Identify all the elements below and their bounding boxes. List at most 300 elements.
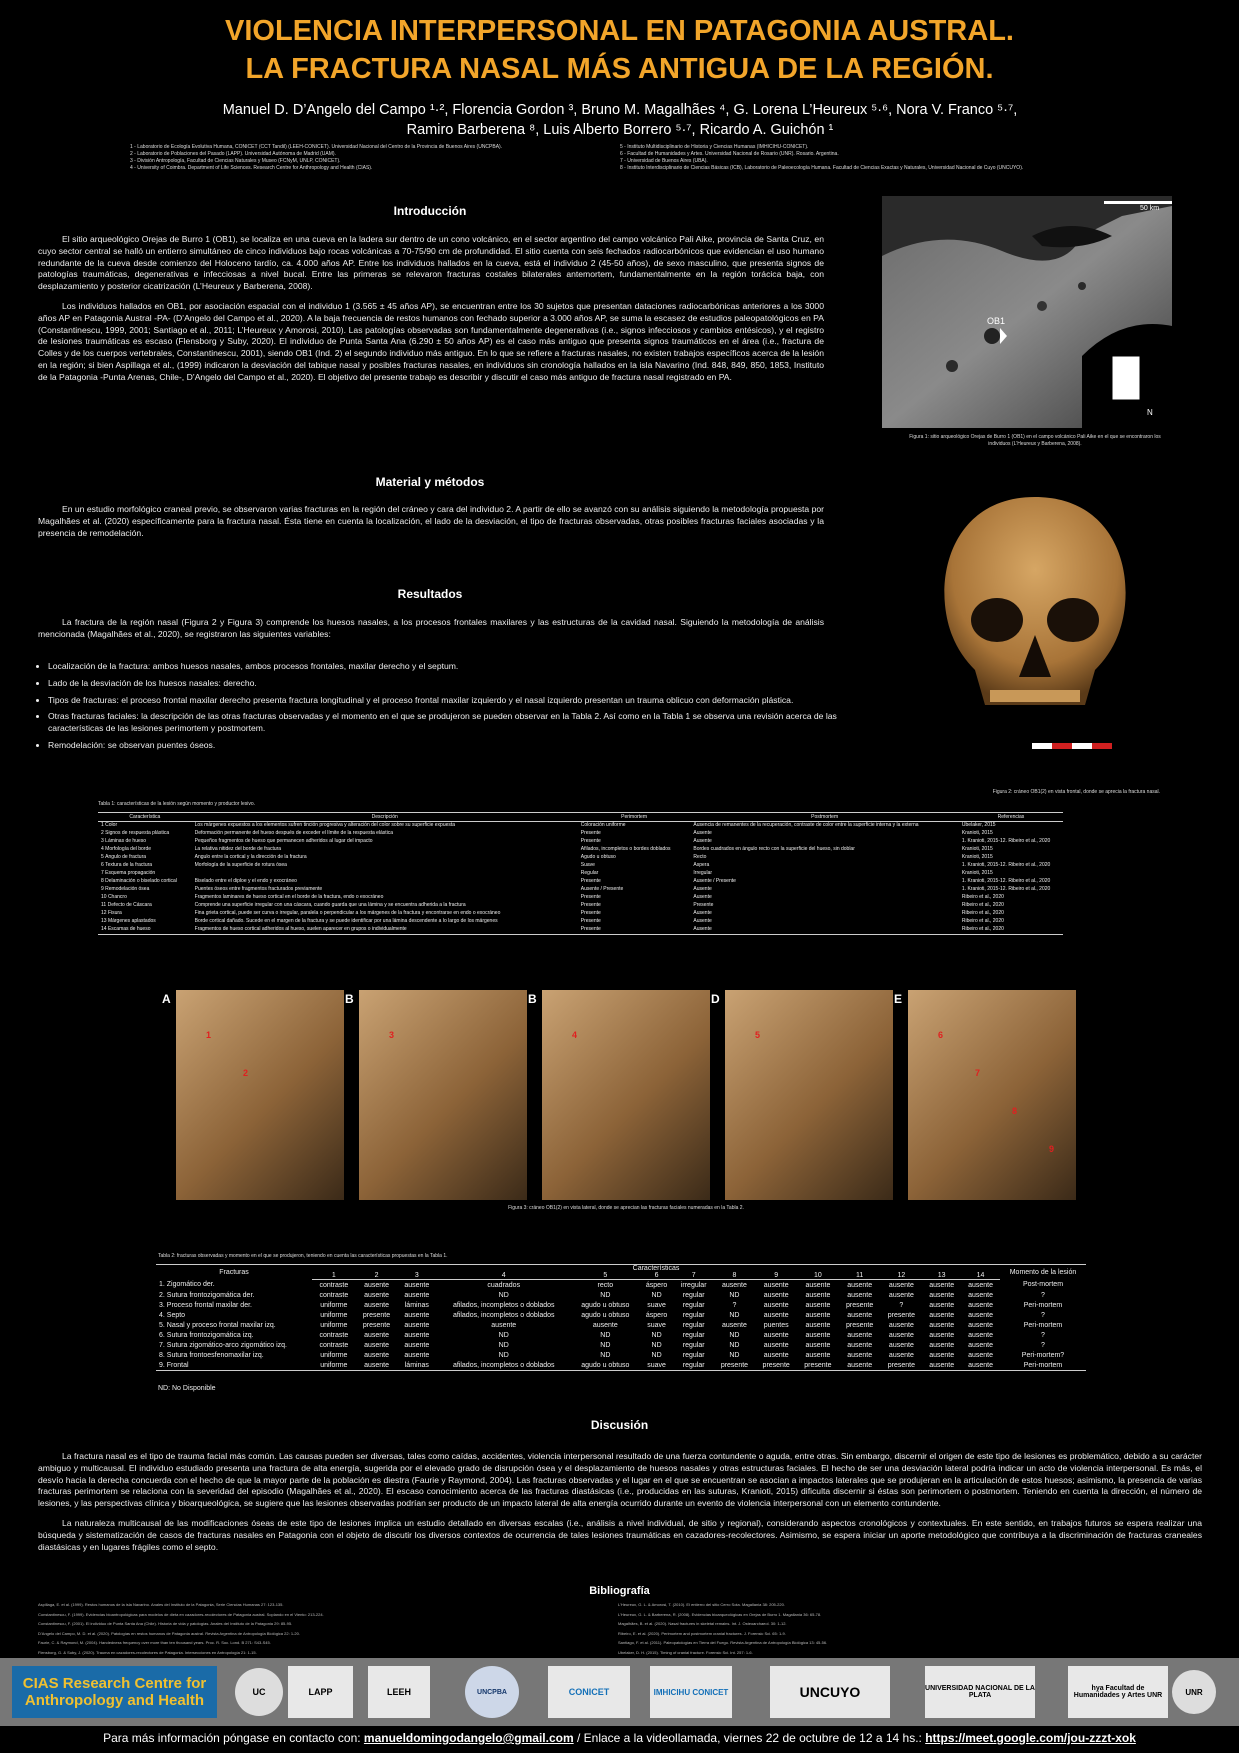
table-cell: ausente [968,1341,993,1349]
figure-2-caption: Figura 2: cráneo OB1(2) en vista frontal, donde se aprecia la fractura nasal. [992,789,1160,795]
fracture-number: 1 [206,1030,212,1040]
table-cell: Afilados, incompletos o bordes doblados [580,846,671,852]
table-cell: ausente [364,1331,389,1339]
table-cell: ausente [805,1291,831,1299]
table-cell: ausente [847,1311,873,1319]
table-cell: ND [651,1331,662,1339]
table-cell: Ausencia de remanentes de la recuperación, contraste de color entre la superficie interna y la externa [693,822,919,828]
table-cell: ND [729,1341,740,1349]
table-cell: ND [498,1331,509,1339]
table-cell: 3 Láminas de hueso [101,838,147,844]
discussion-paragraph-1: La fractura nasal es el tipo de trauma facial más común. Las causas pueden ser diversas, tales como caídas, accidentes, violencia interpersonal resultado de una fuerza contundente o aguda, entre otras. Sin embargo, discernir el origen de este tipo de lesiones es problemático, debido a su carácter ambiguo y multicausal. El individuo estudiado presenta una fractura de alta energía, sugerida por el elevado grado de disrupción ósea y el desplazamiento de huesos nasales y otras estructuras faciales. El hecho de ser una desviación lateral podría indicar un acto de violencia interpersonal. Es más, el desvío hacia la derecha concuerda con el hecho de que la mayor parte de la población es diestra (Faurie y Raymond, 2004). Las fracturas observadas y el lugar en el que se encuentran se asocian a impactos laterales que se produjeran en la articulación de estos huesos; asimismo, la presencia de varias fracturas perimortem se relaciona con la severidad del episodio (Magalhães et al., 2020). El escaso conocimiento acerca de las fracturas diastásicas (i.e., producidas en las suturas, Kranioti, 2015) dificulta discernir si éstas son perimortem o postmortem. Teniendo en cuenta la dirección, el número de lesiones, y las perspectivas clínica y bioarqueológica, se sugiere que las lesiones observadas podrían ser producto de un impacto lateral de alta energía ocurrido durante un evento de violencia interpersonal con un elemento contundente. [38,1451,1202,1509]
table-cell: ausente [404,1311,430,1319]
column-header: Característica [98,813,192,822]
column-number: 6 [639,1272,673,1280]
bibliography-entry: D’Angelo del Campo, M. D. et al. (2020). Patologías en restos humanos de Patagonia austral. Revista Argentina de Antropología Biológica 22: 1-20. [38,1630,300,1636]
table-cell: láminas [397,1360,436,1371]
bibliography-entry: Santiago, F. et al. (2011). Paleopatologías en Tierra del Fuego. Revista Argentina de Antropología Biológica 13: 45-56. [618,1640,828,1645]
map-scale-label: 50 km [1140,205,1160,212]
table-row [156,1300,1086,1310]
table-cell: ausente [888,1281,914,1289]
bibliography-heading: Bibliografía [589,1585,650,1597]
table-cell: ND [498,1291,509,1299]
table-cell: contraste [319,1291,349,1299]
logo-band [0,1658,1239,1726]
table-cell: Ausente [693,910,712,916]
table-cell: Ubelaker, 2015 [961,822,996,828]
table-cell: agudo u obtuso [571,1360,639,1371]
unr-logo: UNR [1172,1670,1216,1714]
table-cell: Peri-mortem [1023,1301,1063,1309]
affiliation-4: 4 - University of Coimbra. Department of Life Sciences. Research Centre for Anthropology and Health (CIAS). [130,165,373,171]
table-cell: ausente [888,1341,914,1349]
table-cell: ND [729,1291,740,1299]
table-1-caption: Tabla 1: características de la lesión según momento y productor lesivo. [98,801,256,807]
table-cell: Borde cortical dañado. Sucede en el margen de la fractura y se puede identificar por una lámina descendente a lo largo de los márgenes [194,918,498,924]
table-cell: ausente [968,1291,993,1299]
table-cell: Kranioti, 2015 [961,870,993,876]
column-number: 7 [674,1272,714,1280]
table-cell: Presente [580,878,601,884]
table-cell: ausente [968,1321,993,1329]
column-header: Descripción [192,813,578,822]
table-1 [98,812,1063,935]
bibliography-entry: Flensborg, G. & Suby, J. (2020). Trauma en cazadores-recolectores de Patagonia. Intersecciones en Antropología 21: 1-15. [38,1649,257,1655]
table-cell: ausente [929,1311,955,1319]
table-cell: ausente [805,1321,831,1329]
column-header: Postmortem [690,813,959,822]
table-cell: ausente [404,1291,430,1299]
table-cell: Ángulo entre la cortical y la dirección de la fractura [194,854,307,860]
table-cell: ausente [961,1360,1000,1371]
table-cell: Presente [580,894,601,900]
table-cell: ausente [805,1281,831,1289]
contact-middle: / Enlace a la videollamada, viernes 22 de octubre de 12 a 14 hs.: [576,1731,922,1745]
table-cell: 7 Esquema propagación [101,870,156,876]
table-row [156,1330,1086,1340]
table-cell: uniforme [320,1301,348,1309]
table-cell: ausente [763,1281,789,1289]
panel-letter: B [528,992,537,1006]
table-cell: ausente [839,1360,881,1371]
list-item: • Remodelación: se observan puentes óseos. [48,740,838,752]
column-number: 10 [797,1272,839,1280]
table-row [156,1350,1086,1360]
table-row [98,822,1063,831]
figure-1-caption: Figura 1: sitio arqueológico Orejas de Burro 1 (OB1) en el campo volcánico Pali Aike en el que se encontraron los individuos (L’Heureux y Barberena, 2008). [909,434,1161,447]
table-cell: 7. Sutura zigomático-arco zigomático izq. [159,1341,287,1349]
table-cell: regular [682,1291,705,1299]
discussion-text [38,1451,1202,1561]
table-cell: Áspera [693,862,710,868]
table-cell: ausente [364,1301,389,1309]
table-cell: Presente [578,926,691,935]
bibliography-entry: Aspillaga, E. et al. (1999). Restos humanos de la isla Navarino. Anales del Instituto de la Patagonia, Serie Ciencias Humanas 27: 123-135. [38,1602,284,1607]
contact-line [0,1731,1239,1745]
table-cell: suave [647,1301,666,1309]
table-cell: regular [682,1351,705,1359]
table-row [98,902,1063,910]
table-cell: presente [797,1360,839,1371]
table-cell: ausente [763,1351,789,1359]
conicet-logo: CONICET [548,1666,630,1718]
table-cell: 2. Sutura frontozigomática der. [159,1291,255,1299]
table-cell: ausente [805,1341,831,1349]
table-row [156,1320,1086,1330]
table-row [156,1280,1086,1291]
table-cell: ausente [404,1351,430,1359]
fracture-photo [359,990,527,1200]
table-cell: Irregular [693,870,713,876]
table-cell: Bordes cuadrados en ángulo recto con la superficie del hueso, sin doblar [693,846,855,852]
table-2-caption: Tabla 2: fracturas observadas y momento en el que se produjeron, teniendo en cuenta las características propuestas en la Tabla 1. [158,1253,448,1259]
table-cell: ausente [805,1301,831,1309]
list-item: • Otras fracturas faciales: la descripción de las otras fracturas observadas y el momento en el que se produjeron se pueden observar en la Tabla 2. Así como en la Tabla 1 se observa una revisión acerca de las características de las lesiones perimortem y postmortem. [48,711,838,735]
table-cell: 13 Márgenes aplastados [101,918,156,924]
table-cell: La relativa nitidez del borde de fractura [194,846,282,852]
leeh-logo: LEEH [368,1666,430,1718]
intro-paragraph-2: Los individuos hallados en OB1, por asociación espacial con el individuo 1 (3.565 ± 45 años AP), se encuentran entre los 30 sujetos que presentan dataciones radiocarbónicas anteriores a los 3000 años AP en Patagonia Austral -PA- (D’Angelo del Campo et al., 2020). A la baja frecuencia de restos humanos con fechado superior a 3.000 años AP, se suma la escasez de estudios paleopatológicos en PA (Constantinescu, 1999, 2001; Santiago et al., 2011; L’Heureux y Amorosi, 2010). Las patologías observadas son fundamentalmente degenerativas (i.e., signos infecciosos y cambios entésicos), y el registro de lesiones traumáticas es escaso (Flensborg y Suby, 2020). El individuo de Punta Santa Ana (6.290 ± 50 años AP) es el caso más antiguo que presenta signos traumáticos en el área (i.e., fractura de Colles y de los cuerpos vertebrales, Constantinescu, 2001), siendo OB1 (Ind. 2) el segundo individuo más antiguo. En lo que se refiere a fracturas nasales, no existen trabajos específicos acerca de la lesión en la región; si bien Aspillaga et al., (1999) indicaron la desviación del tabique nasal y posibles fracturas nasales, en individuos sin cronología hallados en la isla Navarino (Ind. 848, 849, 850, 1853, Instituto de la Patagonia -Punta Arenas, Chile-, D’Angelo del Campo et al., 2020). El objetivo del presente trabajo es describir y discutir el caso más antiguo de fractura nasal registrado en PA. [38,300,824,382]
results-variable-list [34,661,838,757]
table-cell: uniforme [320,1311,348,1319]
table-cell: Fina grieta cortical, puede ser curva o irregular, paralela o perpendicular a los márgenes de la fractura y encontrarse en endo o exocráneo [194,910,501,916]
discussion-heading: Discusión [590,1418,649,1432]
intro-heading: Introducción [393,204,467,218]
column-number: 8 [714,1272,756,1280]
authors-line-1: Manuel D. D’Angelo del Campo ¹·², Florencia Gordon ³, Bruno M. Magalhães ⁴, G. Lorena L’Heureux ⁵·⁶, Nora V. Franco ⁵·⁷, [222,102,1018,118]
table-row [98,910,1063,918]
table-row [98,830,1063,838]
affiliation-7: 7 - Universidad de Buenos Aires (UBA). [620,158,708,164]
table-row [98,926,1063,935]
table-cell: agudo u obtuso [581,1311,630,1319]
intro-paragraph-1: El sitio arqueológico Orejas de Burro 1 (OB1), se localiza en una cueva en la ladera sur dentro de un cono volcánico, en el sector argentino del campo volcánico Pali Aike, provincia de Santa Cruz, en cuyo sector central se halló un entierro simultáneo de cinco individuos bajo rocas volcánicas a 70-75/90 cm de profundidad. El sitio cuenta con seis fechados radiocarbónicos que evidencian el uso humano redundante de la cueva desde comienzo del Holoceno tardío, ca. 4.000 años AP. Entre los individuos hallados en la cueva, está el individuo 2 (45-50 años), de sexo masculino, que presenta signos de patologías traumáticas, degenerativas e infecciosas a nivel bucal. Entre las primeras se relevaron fracturas costales bilaterales antemortem, fundamentalmente en la región torácica baja, con desplazamiento y posterior cicatrización (L’Heureux y Barberena, 2008). [38,234,824,292]
skull-image [935,495,1135,720]
table-cell: ausente [404,1331,430,1339]
table-cell: ausente [356,1360,398,1371]
table-cell: 4. Septo [159,1311,186,1319]
fracture-number: 4 [572,1030,578,1040]
list-item: • Lado de la desviación de los huesos nasales: derecho. [48,678,838,690]
fracture-number: 7 [975,1068,981,1078]
table-cell: 8 Delaminación o biselado cortical [101,878,177,884]
table-cell: ausente [763,1311,789,1319]
table-cell: Ausente / Presente [580,886,624,892]
table-cell: 4 Morfología del borde [101,846,152,852]
table-cell: ND [498,1341,509,1349]
table-cell: Presente [580,838,601,844]
table-cell: ausente [404,1321,430,1329]
table-cell: Ausente [693,918,712,924]
affiliation-3: 3 - División Antropología, Facultad de Ciencias Naturales y Museo (FCNyM, UNLP, CONICET). [130,158,341,164]
table-cell: suave [647,1321,666,1329]
column-header: Referencias [959,813,1063,822]
intro-text [38,234,824,392]
table-cell: Presente [580,830,601,836]
table-cell: ausente [847,1331,873,1339]
column-header: Perimortem [578,813,691,822]
imhicihu-logo: IMHICIHU CONICET [650,1666,732,1718]
column-number: 12 [881,1272,923,1280]
table-header-row [98,813,1063,822]
bibliography-entry: Faurie, C. & Raymond, M. (2004). Handedness frequency over more than ten thousand years. Proc. R. Soc. Lond. B 271: S43-S45. [38,1640,271,1645]
cias-logo: CIAS Research Centre for Anthropology and Health [12,1666,217,1718]
table-cell: Presente [580,902,601,908]
table-cell: ausente [805,1351,831,1359]
table-cell: ausente [968,1311,993,1319]
fracture-photo [176,990,344,1200]
table-cell: agudo u obtuso [581,1301,630,1309]
discussion-paragraph-2: La naturaleza multicausal de las modificaciones óseas de este tipo de lesiones implica un estudio detallado en diversas escalas (i.e., análisis a nivel individual, de sitio y regional), considerando aspectos cronológicos y contextuales. En este sentido, en trabajos futuros se espera realizar una búsqueda y sistematización de casos de fracturas nasales en Patagonia con el objeto de discutir los diversos contextos de ocurrencia de tales lesiones traumáticas en cazadores-recolectores. Asimismo, se espera iniciar un aporte metodológico que contribuya a la discriminación de fracturas craneales diastásicas y en lugares frágiles como el septo. [38,1517,1202,1552]
contact-prefix: Para más información póngase en contacto con: [103,1731,361,1745]
table-cell: ausente [721,1281,747,1289]
site-map [882,196,1172,428]
table-cell: Deformación permanente del hueso después de exceder el límite de la respuesta elástica [194,830,394,836]
table-cell: ND [651,1351,662,1359]
table-cell: ND [600,1331,611,1339]
uncpba-logo: UNCPBA [465,1666,519,1718]
column-number: 5 [571,1272,639,1280]
table-cell: Ribeiro et al., 2020 [961,902,1004,908]
fracture-photo [908,990,1076,1200]
table-cell: 1. Kranioti, 2015-12. Ribeiro et al., 2020 [961,878,1051,884]
table-cell: uniforme [320,1351,348,1359]
table-cell: presente [881,1360,923,1371]
table-row [98,878,1063,886]
bibliography-entry: Constantinescu, F. (1999). Evidencias bioantropológicas para modelos de dieta en cazadores-recolectores de Patagonia austral. Soplando en el Viento: 213-224. [38,1611,324,1617]
table-cell: Ribeiro et al., 2020 [961,894,1004,900]
uncuyo-logo: UNCUYO [770,1666,890,1718]
table-cell: ausente [929,1281,955,1289]
column-group-header: Características [312,1265,1000,1273]
table-cell: ND [729,1351,740,1359]
table-cell: ? [1041,1331,1045,1339]
table-cell: presente [362,1321,391,1329]
bibliography-right [618,1600,1178,1657]
table-cell: ausente [404,1341,430,1349]
fracture-number: 8 [1012,1106,1018,1116]
table-cell: suave [639,1360,673,1371]
authors-line-2: Ramiro Barberena ⁸, Luis Alberto Borrero ⁵·⁷, Ricardo A. Guichón ¹ [406,122,834,138]
table-cell: ausente [721,1321,747,1329]
table-row [98,846,1063,854]
table-cell: regular [682,1341,705,1349]
table-row [98,894,1063,902]
table-cell: ND [729,1331,740,1339]
satellite-map-image [882,196,1172,428]
table-cell: Los márgenes expuestos a los elementos sufren tinción progresiva y alteración del color sobre su superficie expuesta [194,822,456,828]
table-cell: recto [597,1281,614,1289]
skull-frontal-photo [935,495,1135,720]
table-cell: ausente [364,1281,389,1289]
table-cell: Ausente / Presente [693,878,736,884]
table-cell: 10 Chancro [101,894,127,900]
panel-letter: D [711,992,720,1006]
table-cell: ? [1041,1341,1045,1349]
table-row [98,854,1063,862]
table-cell: Fragmentos de hueso cortical adheridos al hueso, suelen aparecer en grupos o individualmente [192,926,578,935]
table-cell: contraste [319,1341,349,1349]
table-cell: 5. Nasal y proceso frontal maxilar izq. [159,1321,276,1329]
table-cell: ausente [922,1360,961,1371]
table-cell: áspero [645,1281,668,1289]
table-cell: ? [899,1301,904,1309]
affiliation-2: 2 - Laboratorio de Poblaciones del Pasado (LAPP). Universidad Autónoma de Madrid (UAM). [130,151,336,157]
fracture-photo [725,990,893,1200]
affiliation-5: 5 - Instituto Multidisciplinario de Historia y Ciencias Humanas (IMHICIHU-CONICET). [620,144,809,150]
table-row [156,1290,1086,1300]
table-cell: 12 Fisura [101,910,122,916]
table-cell: Ribeiro et al., 2020 [961,918,1004,924]
table-cell: presente [755,1360,797,1371]
contact-email-link[interactable]: manueldomingodangelo@gmail.com [363,1731,574,1745]
table-cell: ausente [847,1341,873,1349]
table-cell: ausente [929,1301,955,1309]
methods-paragraph-1: En un estudio morfológico craneal previo, se observaron varias fracturas en la región del cráneo y cara del individuo 2. A partir de ello se avanzó con su análisis siguiendo la metodología propuesta por Magalhães et al. (2020) específicamente para la fractura nasal. Ésta tiene en cuenta la localización, el lado de la desviación, el tipo de fracturas observadas, otras posibles fracturas faciales asociadas y la presencia de remodelación. [38,504,824,538]
table-cell: Morfología de la superficie de rotura ósea [194,862,287,868]
table-cell: ausente [592,1321,618,1329]
table-cell: Regular [580,870,599,876]
table-row [156,1310,1086,1320]
hya-logo: hya Facultad de Humanidades y Artes UNR [1068,1666,1168,1718]
table-cell: irregular [680,1281,707,1289]
methods-text [38,504,824,547]
column-number: 9 [755,1272,797,1280]
table-cell: ausente [968,1301,993,1309]
table-cell: ausente [763,1331,789,1339]
table-cell: ausente [929,1321,955,1329]
table-cell: afilados, incompletos o doblados [452,1301,555,1309]
table-cell: ausente [968,1331,993,1339]
table-cell: 6 Textura de la fractura [101,862,153,868]
skull-scale-bar [1032,743,1112,749]
table-cell: cuadrados [487,1281,521,1289]
table-row [98,838,1063,846]
list-item: • Tipos de fracturas: el proceso frontal maxilar derecho presenta fractura longitudinal y el proceso frontal maxilar izquierdo y el nasal izquierdo presentan un trauma oblicuo con deformación plástica. [48,695,838,707]
table-cell: ausente [968,1351,993,1359]
table-row [98,886,1063,894]
title-line-1: VIOLENCIA INTERPERSONAL EN PATAGONIA AUSTRAL. [225,15,1014,47]
table-cell: 14 Escamas de hueso [98,926,192,935]
table-cell: ausente [364,1341,389,1349]
column-number: 1 [312,1272,356,1280]
table-cell: uniforme [320,1321,348,1329]
table-cell: Ausente [693,830,712,836]
meet-link[interactable]: https://meet.google.com/jou-zzzt-xok [925,1731,1136,1745]
table-cell: ND [600,1341,611,1349]
table-cell: ND [729,1311,740,1319]
table-cell: áspero [645,1311,668,1319]
table-cell: Presente [580,918,601,924]
column-header: Fracturas [156,1265,312,1280]
table-cell: 1. Kranioti, 2015-12. Ribeiro et al., 2020 [961,886,1051,892]
table-cell: Ausente [693,894,712,900]
table-cell: ausente [847,1291,873,1299]
table-cell: Puentes óseos entre fragmentos fracturados previamente [194,886,323,892]
authors [80,100,1160,140]
table-cell: 1. Kranioti, 2015-12. Ribeiro et al., 2020 [961,838,1051,844]
table-cell: Presente [693,902,714,908]
bibliography-entry: Magalhães, B. et al. (2020). Nasal fractures in skeletal remains. Int. J. Osteoarchaeol. 30: 1-12. [618,1621,787,1626]
table-cell: presente [362,1311,391,1319]
table-cell: 1. Zigomático der. [159,1281,215,1289]
table-cell: ausente [763,1341,789,1349]
uc-logo: UC [235,1668,283,1716]
table-header-row [156,1265,1086,1273]
table-cell: ausente [929,1351,955,1359]
column-number: 2 [356,1272,398,1280]
column-number: 4 [436,1272,571,1280]
table-cell: ND [498,1351,509,1359]
affiliation-8: 8 - Instituto Interdisciplinario de Ciencias Básicas (ICB), Laboratorio de Paleoecología Humana. Facultad de Ciencias Exactas y Naturales, Universidad Nacional de Cuyo (UNCUYO). [620,165,1024,171]
table-cell: ausente [404,1281,430,1289]
table-cell: regular [674,1360,714,1371]
column-header: Momento de la lesión [1000,1265,1086,1280]
column-number: 11 [839,1272,881,1280]
table-cell: ND [600,1291,611,1299]
table-cell: ausente [847,1281,873,1289]
table-2 [156,1264,1086,1371]
table-cell: ND [651,1341,662,1349]
table-cell: 9. Frontal [156,1360,312,1371]
list-item: • Localización de la fractura: ambos huesos nasales, ambos procesos frontales, maxilar derecho y el septum. [48,661,838,673]
table-cell: Kranioti, 2015 [961,846,993,852]
table-cell: ND [600,1351,611,1359]
table-cell: ausente [888,1331,914,1339]
table-cell: Recto [693,854,707,860]
table-row [98,862,1063,870]
table-cell: láminas [404,1301,429,1309]
table-cell: ND [651,1291,662,1299]
bibliography-entry: Ubelaker, D. H. (2015). Timing of cranial fracture. Forensic Sci. Int. 257: 1-6. [618,1649,753,1655]
table-cell: 6. Sutura frontozigomática izq. [159,1331,254,1339]
bibliography-entry: Ribeiro, E. et al. (2020). Perimortem and postmortem cranial fractures. J. Forensic Sci. 65: 1-9. [618,1630,786,1636]
table-cell: ausente [491,1321,517,1329]
table-cell: Ribeiro et al., 2020 [959,926,1063,935]
table-cell: ? [1041,1311,1045,1319]
table-cell: Peri-mortem [1023,1321,1063,1329]
fracture-number: 6 [938,1030,944,1040]
table-cell: ausente [929,1331,955,1339]
affiliation-6: 6 - Facultad de Humanidades y Artes. Universidad Nacional de Rosario (UNR). Rosario. Argentina. [620,151,839,157]
column-number: 13 [922,1272,961,1280]
table-cell: ausente [968,1281,993,1289]
map-north-label: N [1147,408,1153,417]
panel-letter: A [162,992,171,1006]
table-row [98,870,1063,878]
affiliations-left [130,144,610,172]
table-cell: regular [682,1301,705,1309]
table-cell: ausente [888,1291,914,1299]
table-cell: presente [846,1321,874,1329]
lapp-logo: LAPP [288,1666,353,1718]
table-cell: afilados, incompletos o doblados [452,1311,555,1319]
map-site-label: OB1 [987,316,1006,326]
table-cell: ausente [805,1311,831,1319]
table-cell: Kranioti, 2015 [961,830,993,836]
figure-3-caption: Figura 3: cráneo OB1(2) en vista lateral, donde se aprecian las fracturas faciales numeradas en la Tabla 2. [508,1205,744,1211]
table-cell: 9 Remodelación ósea [101,886,150,892]
table-cell: presente [846,1301,874,1309]
table-cell: ausente [929,1291,955,1299]
table-cell: regular [682,1311,705,1319]
table-cell: 2 Signos de respuesta plástica [101,830,170,836]
panel-letter: E [894,992,903,1006]
table-cell: ausente [763,1291,789,1299]
table-cell: uniforme [312,1360,356,1371]
table-cell: afilados, incompletos o doblados [436,1360,571,1371]
results-heading: Resultados [397,587,463,601]
